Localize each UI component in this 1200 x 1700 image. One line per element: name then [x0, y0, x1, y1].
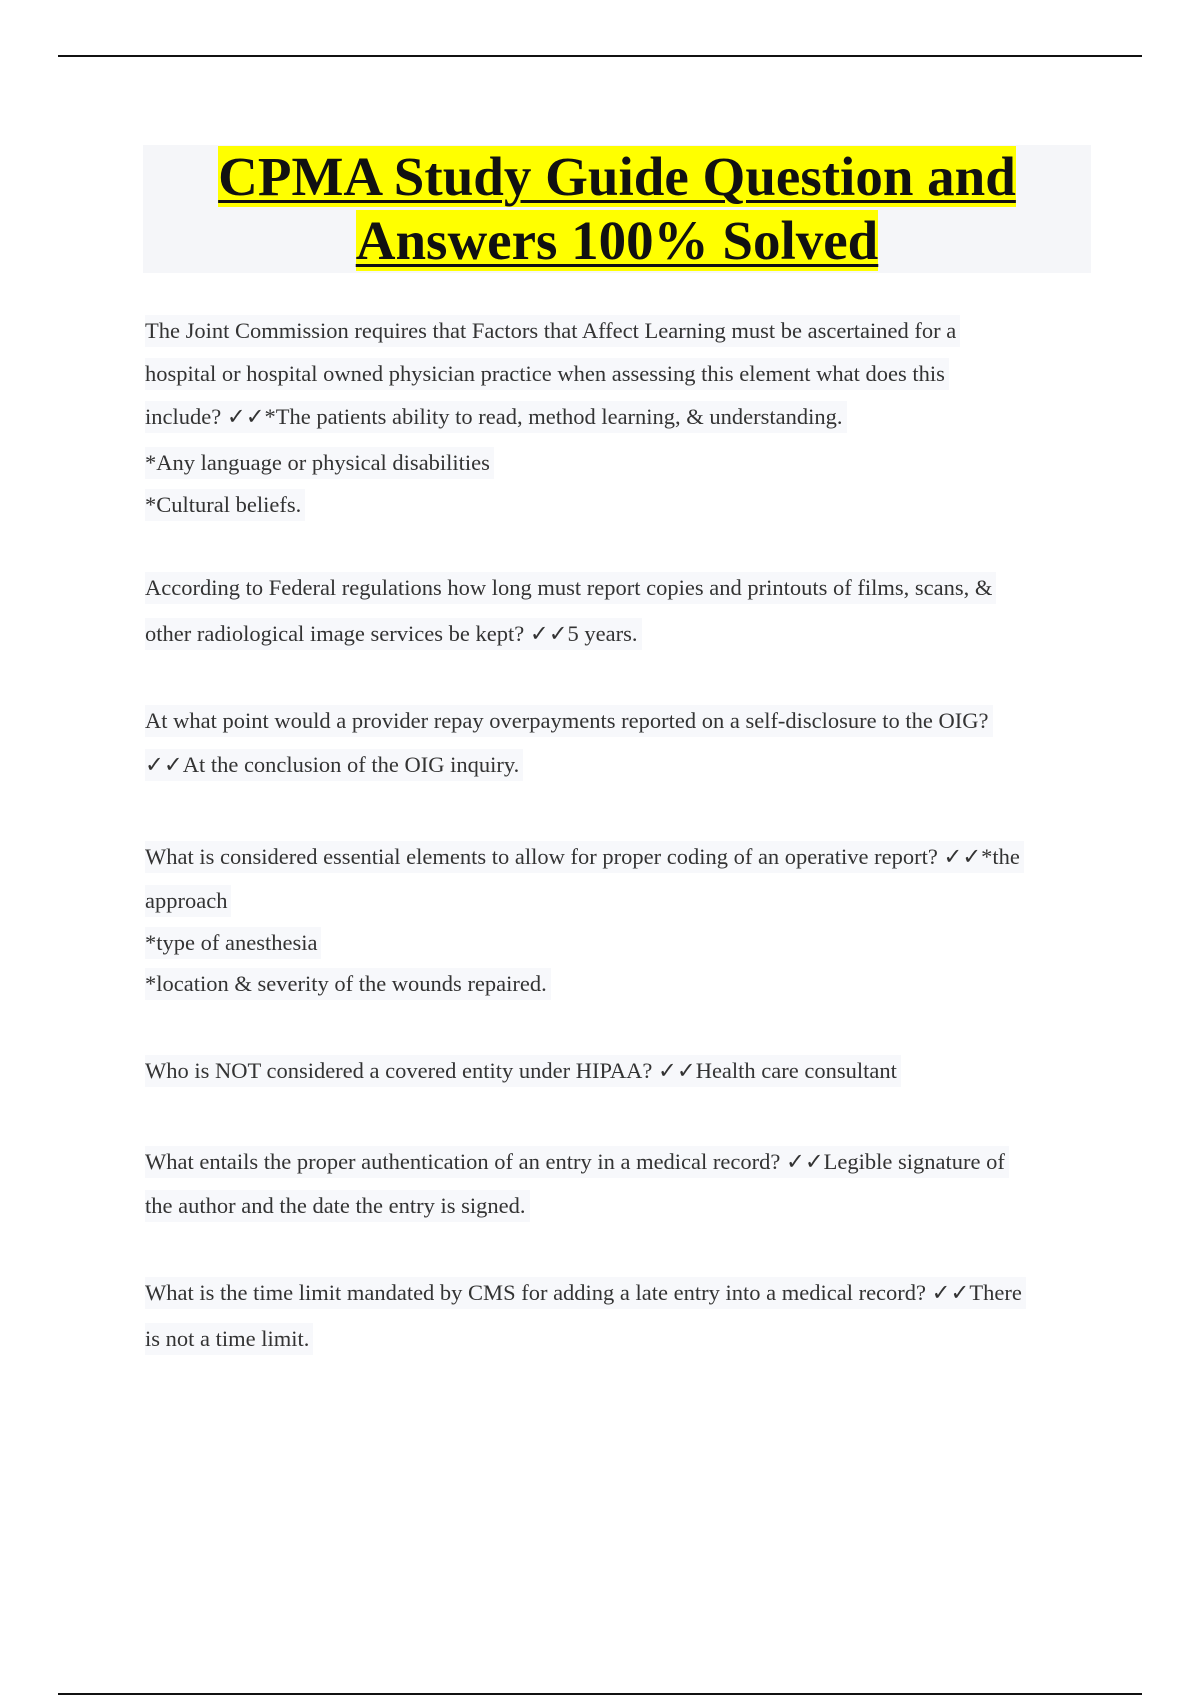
qa-5-line-1: Who is NOT considered a covered entity under HIPAA? ✓✓Health care consultant [145, 1055, 901, 1087]
title-line-2 [143, 209, 1091, 273]
qa-3-line-1: At what point would a provider repay overpayments reported on a self-disclosure to the OIG? [145, 705, 993, 737]
document-title [143, 145, 1091, 273]
qa-2-line-1: According to Federal regulations how long must report copies and printouts of films, scans, & [145, 572, 996, 604]
title-line-1-text: CPMA Study Guide Question and [218, 146, 1016, 207]
qa-1-line-3: include? ✓✓*The patients ability to read, method learning, & understanding. [145, 401, 847, 433]
qa-6-line-2: the author and the date the entry is signed. [145, 1190, 530, 1222]
qa-1-line-4: *Any language or physical disabilities [145, 447, 494, 479]
qa-1-line-5: *Cultural beliefs. [145, 489, 305, 521]
qa-2-line-2: other radiological image services be kept? ✓✓5 years. [145, 618, 642, 650]
qa-4-line-2: approach [145, 885, 231, 917]
title-line-2-text: Answers 100% Solved [355, 210, 879, 271]
top-rule [58, 55, 1142, 57]
qa-6-line-1: What entails the proper authentication of an entry in a medical record? ✓✓Legible signature of [145, 1146, 1009, 1178]
qa-1-line-2: hospital or hospital owned physician practice when assessing this element what does this [145, 358, 949, 390]
qa-3-line-2: ✓✓At the conclusion of the OIG inquiry. [145, 749, 523, 781]
qa-7-line-2: is not a time limit. [145, 1323, 313, 1355]
bottom-rule [58, 1693, 1142, 1695]
qa-4-line-3: *type of anesthesia [145, 927, 321, 959]
qa-1-line-1: The Joint Commission requires that Factors that Affect Learning must be ascertained for a [145, 315, 960, 347]
qa-7-line-1: What is the time limit mandated by CMS for adding a late entry into a medical record? ✓✓There [145, 1277, 1026, 1309]
title-line-1 [143, 145, 1091, 209]
qa-4-line-1: What is considered essential elements to allow for proper coding of an operative report? ✓✓*the [145, 841, 1024, 873]
qa-4-line-4: *location & severity of the wounds repaired. [145, 968, 551, 1000]
